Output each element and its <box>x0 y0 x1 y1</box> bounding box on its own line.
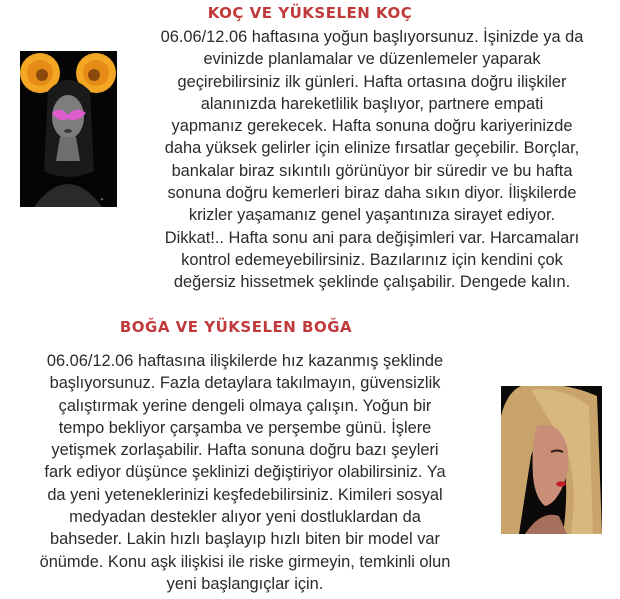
text-line: daha yüksek gelirler için elinize fırsatlar geçebilir. Borçlar, <box>164 139 580 158</box>
text-line: alanınızda hareketlilik başlıyor, partnere empati <box>200 94 544 113</box>
text-line: medyadan destekler alıyor yeni dostluklardan da <box>69 508 421 527</box>
taurus-illustration <box>501 386 602 534</box>
section-title-boga: BOĞA VE YÜKSELEN BOĞA <box>119 318 353 336</box>
text-line: başlıyorsunuz. Fazla detaylara takılmayın, güvensizlik <box>49 374 441 393</box>
text-line: tempo bekliyor çarşamba ve perşembe günü. İşlere <box>58 418 432 437</box>
text-line: çalıştırmak yerine dengeli olmaya çalışın. Yoğun bir <box>58 396 432 415</box>
text-line: evinizde planlamalar ve düzenlemeler yaparak <box>203 50 541 69</box>
text-line: yapmanız gerekecek. Hafta sonuna doğru kariyerinizde <box>171 117 573 136</box>
text-line: Dikkat!.. Hafta sonu ani para değişimleri var. Harcamaları <box>164 228 580 247</box>
section-body-boga <box>0 350 490 595</box>
section-title-koc: KOÇ VE YÜKSELEN KOÇ <box>207 4 413 22</box>
text-line: geçirebilirsiniz ilk günleri. Hafta ortasına doğru ilişkiler <box>177 72 567 91</box>
taurus-portrait-image <box>501 386 602 534</box>
text-line: sonuna doğru kemerleri biraz daha sıkın diyor. İlişkilerde <box>167 184 577 203</box>
aries-portrait-image <box>20 51 117 207</box>
text-line: kontrol edemeyebilirsiniz. Bazılarınız için kendini çok <box>181 250 563 269</box>
text-line: bankalar biraz sıkıntılı görünüyor bir süredir ve bu hafta <box>171 161 573 180</box>
text-line: fark ediyor düşünce şeklinizi değiştiriyor olabilirsiniz. Ya <box>44 463 446 482</box>
text-line: önümde. Konu aşk ilişkisi ile riske girmeyin, temkinli olun <box>39 552 451 571</box>
text-line: yeni başlangıçlar için. <box>166 574 324 593</box>
text-line: 06.06/12.06 haftasına ilişkilerde hız kazanmış şeklinde <box>46 352 444 370</box>
text-line: 06.06/12.06 haftasına yoğun başlıyorsunuz. İşinizde ya da <box>160 28 584 46</box>
text-line: değersiz hissetmek şeklinde çalışabilir. Dengede kalın. <box>173 273 571 292</box>
aries-illustration <box>20 51 117 207</box>
text-line: yetişmek zorlaşabilir. Hafta sonuna doğru bazı şeyleri <box>51 441 439 460</box>
text-line: bahseder. Lakin hızlı başlayıp hızlı biten bir model var <box>50 530 440 549</box>
text-line: krizler yaşamanız genel yaşantınıza sirayet ediyor. <box>188 206 556 225</box>
section-body-koc <box>132 26 612 294</box>
text-line: da yeni yeteneklerinizi keşfedebilirsiniz. Kimileri sosyal <box>47 485 443 504</box>
svg-text:✦: ✦ <box>100 197 105 203</box>
